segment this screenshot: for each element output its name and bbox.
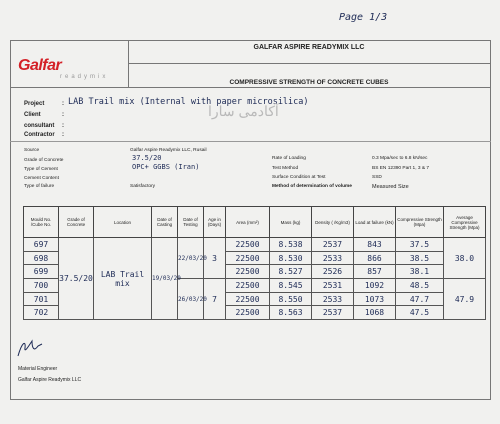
mould-cell: 699	[24, 265, 59, 279]
loading-rate-label: Rate of Loading	[272, 156, 306, 161]
header-mould: Mould No. /Cube No.	[24, 207, 59, 238]
results-table	[23, 206, 486, 320]
casting-date-cell: 19/03/20	[152, 238, 178, 320]
area-cell: 22500	[226, 279, 270, 293]
strength-cell: 47.7	[396, 292, 444, 306]
surface-condition-label: Surface Condition at Test	[272, 175, 326, 180]
document-title: COMPRESSIVE STRENGTH OF CONCRETE CUBES	[229, 79, 389, 86]
project-value: LAB Trail mix (Internal with paper microsilica)	[68, 97, 309, 107]
strength-cell: 47.5	[396, 306, 444, 320]
test-method-label: Test Method	[272, 166, 299, 171]
strength-cell: 38.5	[396, 251, 444, 265]
load-cell: 843	[354, 238, 396, 252]
density-cell: 2526	[312, 265, 354, 279]
mass-cell: 8.550	[270, 292, 312, 306]
logo-subtext: readymix	[60, 74, 109, 80]
galfar-logo: Galfar	[18, 57, 62, 74]
area-cell: 22500	[226, 265, 270, 279]
density-cell: 2533	[312, 292, 354, 306]
header-load: Load at failure (kN)	[354, 207, 396, 238]
mould-cell: 697	[24, 238, 59, 252]
header-bottom-divider	[10, 87, 491, 88]
header-age: Age in (Days)	[204, 207, 226, 238]
client-label: Client	[24, 112, 41, 118]
age-cell: 7	[204, 279, 226, 320]
area-cell: 22500	[226, 306, 270, 320]
surface-condition-value: SSD	[372, 175, 382, 180]
header-strength: Compressive Strength (Mpa)	[396, 207, 444, 238]
failure-type-label: Type of failure	[24, 184, 55, 189]
footer-company: Galfar Aspire Readymix LLC	[18, 377, 82, 383]
mould-cell: 700	[24, 279, 59, 293]
source-label: Source	[24, 148, 40, 153]
grade-label: Grade of Concrete	[24, 158, 64, 163]
source-value: Galfar Aspire Readymix LLC, Rusail	[130, 148, 207, 153]
mould-cell: 701	[24, 292, 59, 306]
company-name: GALFAR ASPIRE READYMIX LLC	[253, 44, 365, 51]
mould-cell: 698	[24, 251, 59, 265]
mould-cell: 702	[24, 306, 59, 320]
average-cell: 47.9	[444, 279, 486, 320]
load-cell: 1068	[354, 306, 396, 320]
test-method-value: BS EN 12390 Part 1, 3 & 7	[372, 166, 430, 171]
area-cell: 22500	[226, 238, 270, 252]
grade-cell: 37.5/20	[59, 238, 94, 320]
header-average: Average Compressive Strength (Mpa)	[444, 207, 486, 238]
strength-cell: 38.1	[396, 265, 444, 279]
footer-role: Material Engineer	[18, 366, 58, 372]
volume-method-value: Measured Size	[372, 184, 409, 190]
cement-type-label: Type of Cement	[24, 167, 58, 172]
mass-cell: 8.527	[270, 265, 312, 279]
load-cell: 866	[354, 251, 396, 265]
density-cell: 2533	[312, 251, 354, 265]
header-divider	[128, 63, 490, 64]
mass-cell: 8.538	[270, 238, 312, 252]
watermark: آکادمی سارا	[208, 103, 279, 119]
header-testing: Date of Testing	[178, 207, 204, 238]
strength-cell: 48.5	[396, 279, 444, 293]
age-cell: 3	[204, 238, 226, 279]
failure-type-value: Satisfactory	[130, 184, 156, 189]
grade-value: 37.5/20	[132, 154, 162, 162]
info-divider	[10, 141, 491, 142]
location-cell: LAB Trail mix	[94, 238, 152, 320]
average-cell: 38.0	[444, 238, 486, 279]
header-area: Area (mm²)	[226, 207, 270, 238]
density-cell: 2531	[312, 279, 354, 293]
density-cell: 2537	[312, 306, 354, 320]
mass-cell: 8.530	[270, 251, 312, 265]
header-mass: Mass (kg)	[270, 207, 312, 238]
mass-cell: 8.563	[270, 306, 312, 320]
loading-rate-value: 0.3 Mpa/sec to 6.8 kN/sec	[372, 156, 428, 161]
cement-type-value: OPC+ GGBS (Iran)	[132, 163, 200, 171]
load-cell: 1073	[354, 292, 396, 306]
header-density: Density ( /Kg/m3)	[312, 207, 354, 238]
strength-cell: 37.5	[396, 238, 444, 252]
volume-method-label: Method of determination of volume	[272, 184, 352, 189]
header-grade: Grade of Concrete	[59, 207, 94, 238]
area-cell: 22500	[226, 251, 270, 265]
load-cell: 857	[354, 265, 396, 279]
testing-date-cell: 22/03/20	[178, 238, 204, 279]
contractor-label: Contractor	[24, 132, 55, 138]
header-location: Location	[94, 207, 152, 238]
cement-content-label: Cement Content	[24, 176, 59, 181]
page-note: Page 1/3	[339, 12, 388, 23]
project-label: Project	[24, 101, 45, 107]
mass-cell: 8.545	[270, 279, 312, 293]
area-cell: 22500	[226, 292, 270, 306]
header-casting: Date of Casting	[152, 207, 178, 238]
testing-date-cell: 26/03/20	[178, 279, 204, 320]
signature-icon	[14, 338, 46, 358]
consultant-label: consultant	[24, 123, 55, 129]
density-cell: 2537	[312, 238, 354, 252]
load-cell: 1092	[354, 279, 396, 293]
table-row	[24, 238, 486, 252]
